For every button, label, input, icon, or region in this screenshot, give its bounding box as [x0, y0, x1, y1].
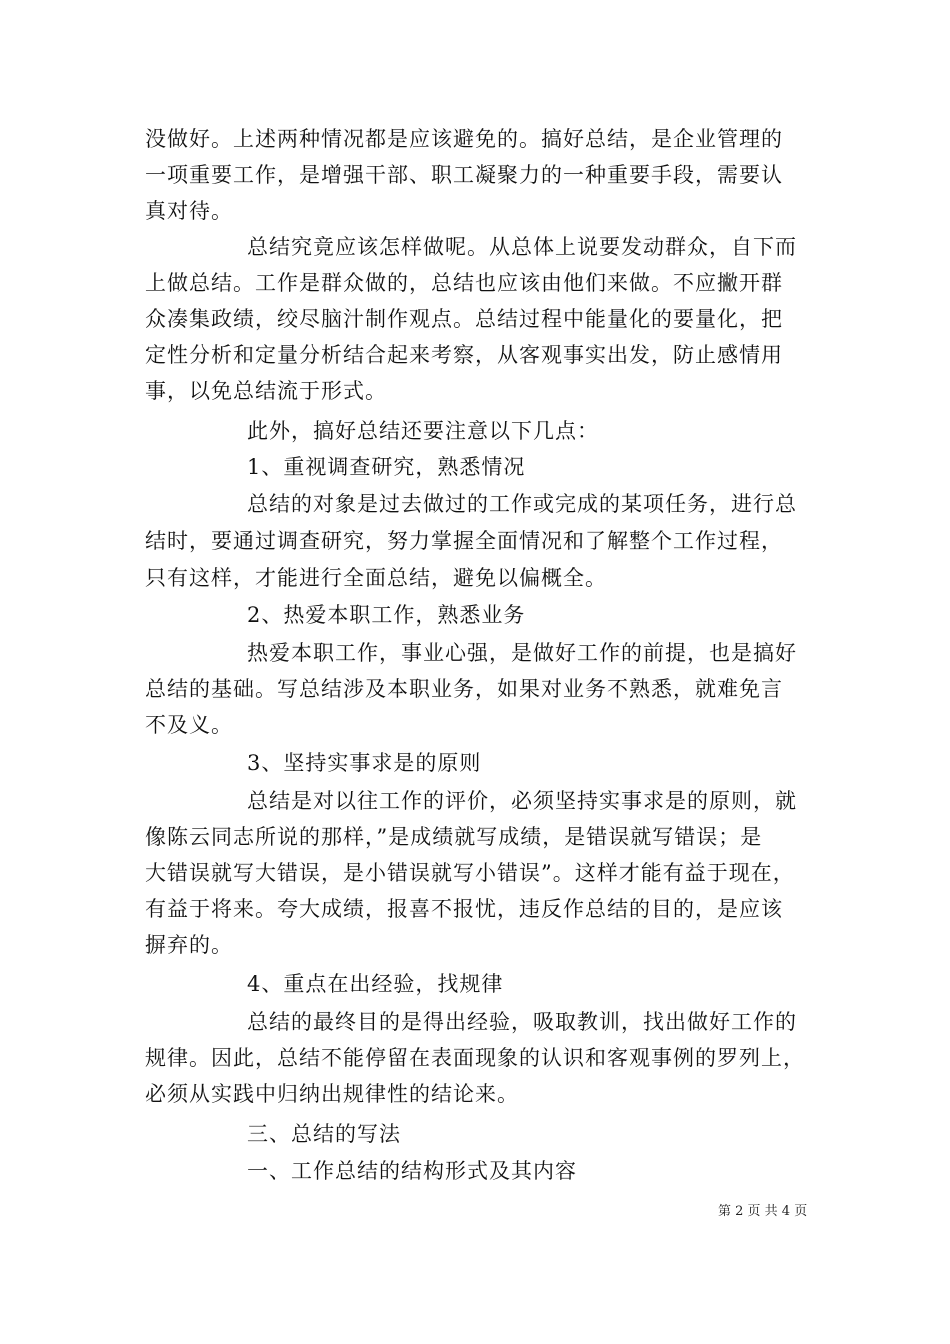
- text-line: 必须从实践中归纳出规律性的结论来。: [145, 1082, 519, 1106]
- text-line: 事，以免总结流于形式。: [145, 379, 387, 403]
- paragraph-start: 此外，搞好总结还要注意以下几点：: [247, 419, 599, 443]
- text-line: 众凑集政绩，绞尽脑汁制作观点。总结过程中能量化的要量化，把: [145, 307, 783, 331]
- text-line: 上做总结。工作是群众做的，总结也应该由他们来做。不应撇开群: [145, 271, 783, 295]
- text-line: 总结的基础。写总结涉及本职业务，如果对业务不熟悉，就难免言: [145, 677, 783, 701]
- text-line: 摒弃的。: [145, 933, 233, 957]
- paragraph-start: 总结的最终目的是得出经验，吸取教训，找出做好工作的: [247, 1010, 797, 1034]
- text-line: 像陈云同志所说的那样，”是成绩就写成绩，是错误就写错误；是: [145, 825, 763, 849]
- paragraph-start: 热爱本职工作，事业心强，是做好工作的前提，也是搞好: [247, 641, 797, 665]
- text-line: 规律。因此，总结不能停留在表面现象的认识和客观事例的罗列上，: [145, 1046, 805, 1070]
- text-line: 有益于将来。夸大成绩，报喜不报忧，违反作总结的目的，是应该: [145, 897, 783, 921]
- text-line: 真对待。: [145, 199, 233, 223]
- section-heading: 三、总结的写法: [247, 1122, 401, 1146]
- paragraph-start: 总结究竟应该怎样做呢。从总体上说要发动群众，自下而: [247, 235, 797, 259]
- text-line: 定性分析和定量分析结合起来考察，从客观事实出发，防止感情用: [145, 343, 783, 367]
- section-heading: 3、坚持实事求是的原则: [247, 751, 482, 775]
- text-line: 大错误就写大错误，是小错误就写小错误”。这样才能有益于现在，: [145, 861, 795, 885]
- text-line: 不及义。: [145, 713, 233, 737]
- text-line: 没做好。上述两种情况都是应该避免的。搞好总结，是企业管理的: [145, 127, 783, 151]
- paragraph-start: 总结是对以往工作的评价，必须坚持实事求是的原则，就: [247, 789, 797, 813]
- section-heading: 一、工作总结的结构形式及其内容: [247, 1159, 577, 1183]
- text-line: 结时，要通过调查研究，努力掌握全面情况和了解整个工作过程，: [145, 529, 783, 553]
- section-heading: 2、热爱本职工作，熟悉业务: [247, 603, 526, 627]
- text-line: 只有这样，才能进行全面总结，避免以偏概全。: [145, 566, 607, 590]
- section-heading: 4、重点在出经验，找规律: [247, 972, 504, 996]
- section-heading: 1、重视调查研究，熟悉情况: [247, 455, 526, 479]
- paragraph-start: 总结的对象是过去做过的工作或完成的某项任务，进行总: [247, 492, 797, 516]
- text-line: 一项重要工作，是增强干部、职工凝聚力的一种重要手段，需要认: [145, 163, 783, 187]
- page-number-footer: 第 2 页 共 4 页: [718, 1204, 808, 1219]
